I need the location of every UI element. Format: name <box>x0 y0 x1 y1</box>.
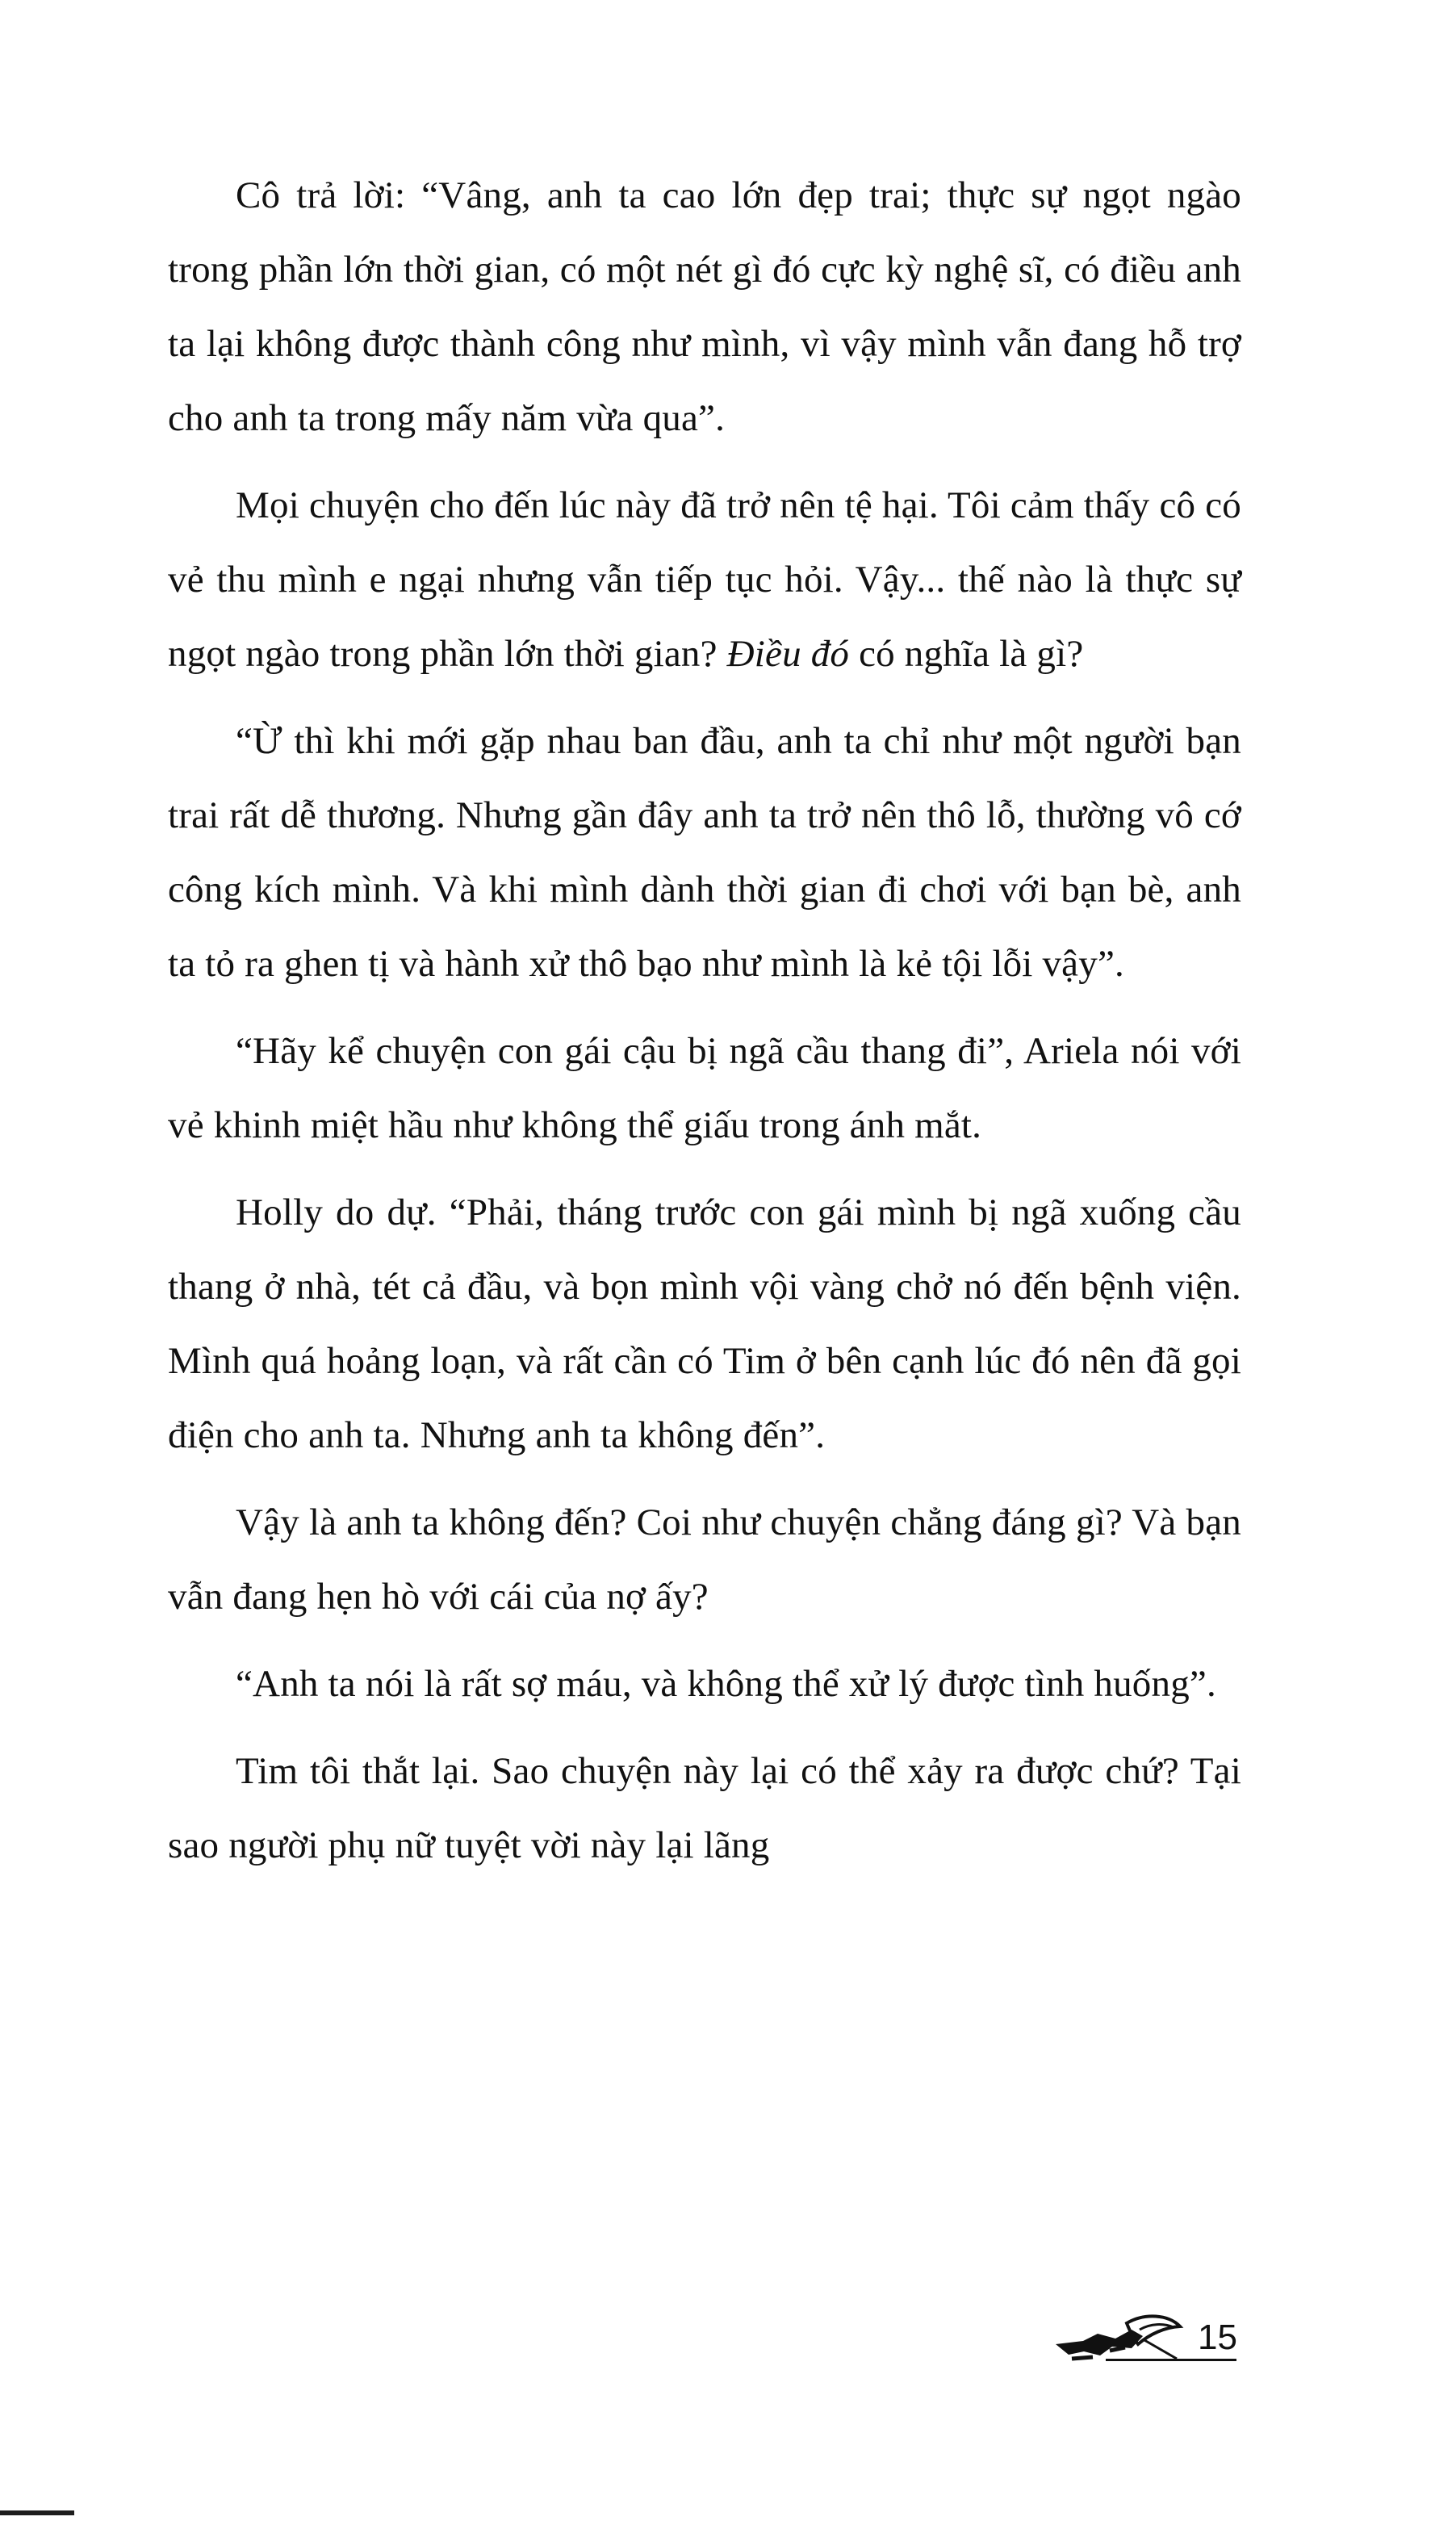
scan-edge-mark <box>0 2510 74 2515</box>
page-number: 15 <box>1198 2318 1237 2357</box>
paragraph-6: Vậy là anh ta không đến? Coi như chuyện chẳng đáng gì? Và bạn vẫn đang hẹn hò với cái của nợ ấy? <box>168 1501 1241 1618</box>
paragraph-2-after-italic: có nghĩa là gì? <box>849 633 1084 675</box>
paragraph-8: Tim tôi thắt lại. Sao chuyện này lại có thể xảy ra được chứ? Tại sao người phụ nữ tuyệt vời này lại lãng <box>168 1750 1241 1866</box>
paragraph-5: Holly do dự. “Phải, tháng trước con gái mình bị ngã xuống cầu thang ở nhà, tét cả đầu, và bọn mình vội vàng chở nó đến bệnh viện. Mình quá hoảng loạn, và rất cần có Tim ở bên cạnh lúc đó nên đã gọi điện cho anh ta. Nhưng anh ta không đến”. <box>168 1191 1241 1456</box>
paragraph-7: “Anh ta nói là rất sợ máu, và không thể xử lý được tình huống”. <box>236 1663 1216 1705</box>
paragraph-1: Cô trả lời: “Vâng, anh ta cao lớn đẹp trai; thực sự ngọt ngào trong phần lớn thời gian, có một nét gì đó cực kỳ nghệ sĩ, có điều anh ta lại không được thành công như mình, vì vậy mình vẫn đang hỗ trợ cho anh ta trong mấy năm vừa qua”. <box>168 174 1241 439</box>
page-number-rule <box>1106 2359 1236 2361</box>
page-footer <box>1049 2309 1251 2373</box>
paragraph-2-before-italic: Mọi chuyện cho đến lúc này đã trở nên tệ hại. Tôi cảm thấy cô có vẻ thu mình e ngại nhưng vẫn tiếp tục hỏi. Vậy... thế nào là thực sự ngọt ngào trong phần lớn thời gian? <box>168 484 1241 675</box>
paragraph-2 <box>168 468 1241 691</box>
paragraph-3: “Ừ thì khi mới gặp nhau ban đầu, anh ta chỉ như một người bạn trai rất dễ thương. Nhưng gần đây anh ta trở nên thô lỗ, thường vô cớ công kích mình. Và khi mình dành thời gian đi chơi với bạn bè, anh ta tỏ ra ghen tị và hành xử thô bạo như mình là kẻ tội lỗi vậy”. <box>168 720 1241 985</box>
paragraph-4: “Hãy kể chuyện con gái cậu bị ngã cầu thang đi”, Ariela nói với vẻ khinh miệt hầu như không thể giấu trong ánh mắt. <box>168 1030 1241 1146</box>
pen-ornament-icon <box>1049 2309 1195 2373</box>
paragraph-2-italic: Điều đó <box>726 633 850 675</box>
body-text <box>168 158 1241 1895</box>
